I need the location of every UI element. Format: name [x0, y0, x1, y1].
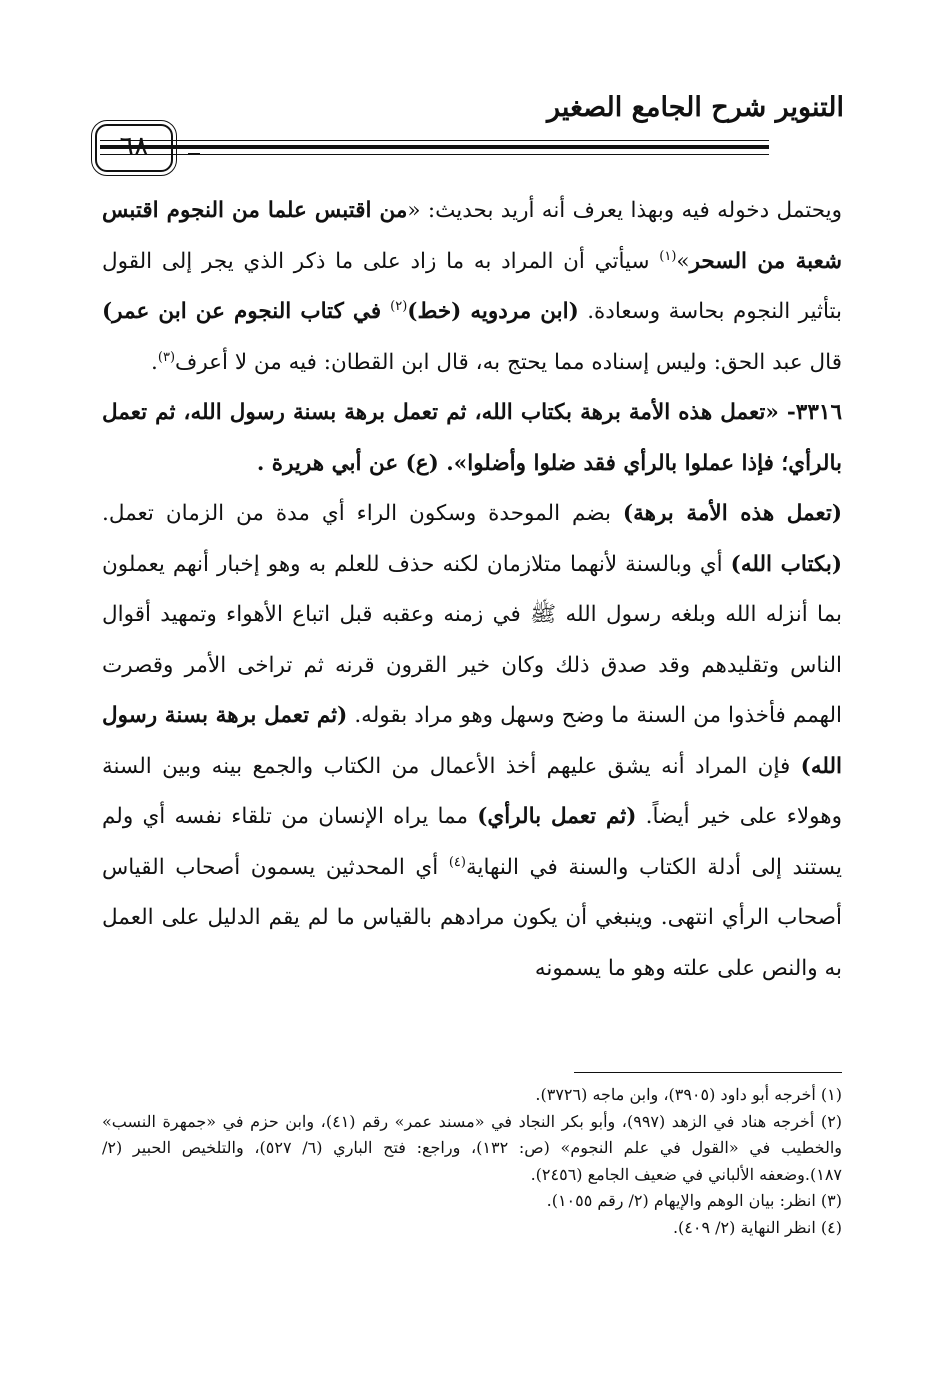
paragraph-intro	[102, 186, 842, 388]
footnote-ref: (٢)	[390, 298, 408, 314]
text-run: فإن المراد أنه يشق عليهم أخذ الأعمال من الكتاب والجمع بينه وبين السنة وهولاء على خير أيضاً.	[102, 753, 842, 829]
text-run: ويحتمل دخوله فيه وبهذا يعرف أنه أريد بحديث: «	[407, 198, 842, 223]
header-rule-bottom	[100, 154, 769, 155]
text-run: أي المحدثين يسمون أصحاب القياس أصحاب الرأي انتهى. وينبغي أن يكون مرادهم بالقياس ما لم يقم الدليل على العمل به والنص على علته وهو ما يسمونه	[102, 854, 842, 981]
hadith-quote: من اقتبس علما من النجوم اقتبس شعبة من السحر	[102, 198, 842, 274]
footnote: (٤) انظر النهاية (٢/ ٤٠٩).	[672, 1217, 842, 1237]
text-run: أي وبالسنة لأنهما متلازمان لكنه حذف للعلم به وهو إخبار أنهم يعملون بما أنزله الله وبلغه رسول الله ﷺ في زمنه وعقبه قبل اتباع الأهواء وتمهيد أقوال الناس وتقليدهم وقد صدق ذلك وكان خير القرون قرنه ثم تراخى الأمر وقصرت الهمم فأخذوا من السنة ما وضح وسهل وهو مراد بقوله.	[102, 551, 842, 728]
footnote-ref: (٤)	[448, 854, 466, 870]
hadith-text: ٣٣١٦- «تعمل هذه الأمة برهة بكتاب الله، ثم تعمل برهة بسنة رسول الله، ثم تعمل بالرأي؛ فإذا عملوا بالرأي فقد ضلوا وأضلوا». (ع) عن أبي هريرة .	[102, 400, 842, 476]
lemma: (ثم تعمل بالرأي)	[477, 804, 637, 829]
paragraph-commentary	[102, 489, 842, 994]
main-text	[102, 186, 842, 994]
lemma: (بكتاب الله)	[730, 551, 842, 577]
text-run: »	[676, 248, 690, 274]
lemma: (تعمل هذه الأمة برهة)	[622, 501, 842, 526]
header-ornament	[188, 146, 200, 148]
footnote: (٣) انظر: بيان الوهم والإيهام (٢/ رقم ١٠٥٥).	[546, 1191, 842, 1210]
footnote: (٢) أخرجه هناد في الزهد (٩٩٧)، وأبو بكر النجاد في «مسند عمر» رقم (٤١)، وابن حزم في «جمهرة النسب» والخطيب في «القول في علم النجوم» (ص: ١٣٢)، وراجع: فتح الباري (٦/ ٥٢٧)، والتلخيص الحبير (٢/ ١٨٧).وضعفه الألباني في ضعيف الجامع (٢٤٥٦).	[102, 1111, 843, 1184]
footnote-separator	[574, 1072, 842, 1073]
source-ref: (ابن مردويه (خط)	[407, 299, 579, 324]
header-rule-thick	[100, 145, 769, 149]
footnote: (١) أخرجه أبو داود (٣٩٠٥)، وابن ماجه (٣٧٢٦).	[535, 1085, 842, 1104]
running-title: التنوير شرح الجامع الصغير	[547, 92, 844, 123]
footnote-ref: (١)	[659, 248, 677, 264]
page-number: ٦٨	[95, 124, 173, 172]
hadith-3316	[102, 388, 842, 489]
header-ornament	[188, 153, 200, 155]
lemma: (ثم تعمل برهة بسنة رسول الله)	[102, 703, 842, 779]
text-run: .	[151, 349, 158, 375]
footnotes	[102, 1082, 842, 1241]
footnote-ref: (٣)	[157, 349, 176, 365]
source-ref: في كتاب النجوم عن ابن عمر)	[102, 299, 391, 324]
text-run: مما يراه الإنسان من تلقاء نفسه أي ولم يستند إلى أدلة الكتاب والسنة في النهاية	[102, 804, 842, 880]
text-run: قال عبد الحق: وليس إسناده مما يحتج به، قال ابن القطان: فيه من لا أعرف	[175, 349, 842, 375]
text-run: بضم الموحدة وسكون الراء أي مدة من الزمان تعمل.	[102, 501, 623, 526]
header-rule-top	[100, 140, 769, 141]
text-run: سيأتي أن المراد به ما زاد على ما ذكر الذي يجر إلى القول بتأثير النجوم بحاسة وسعادة.	[102, 248, 843, 324]
